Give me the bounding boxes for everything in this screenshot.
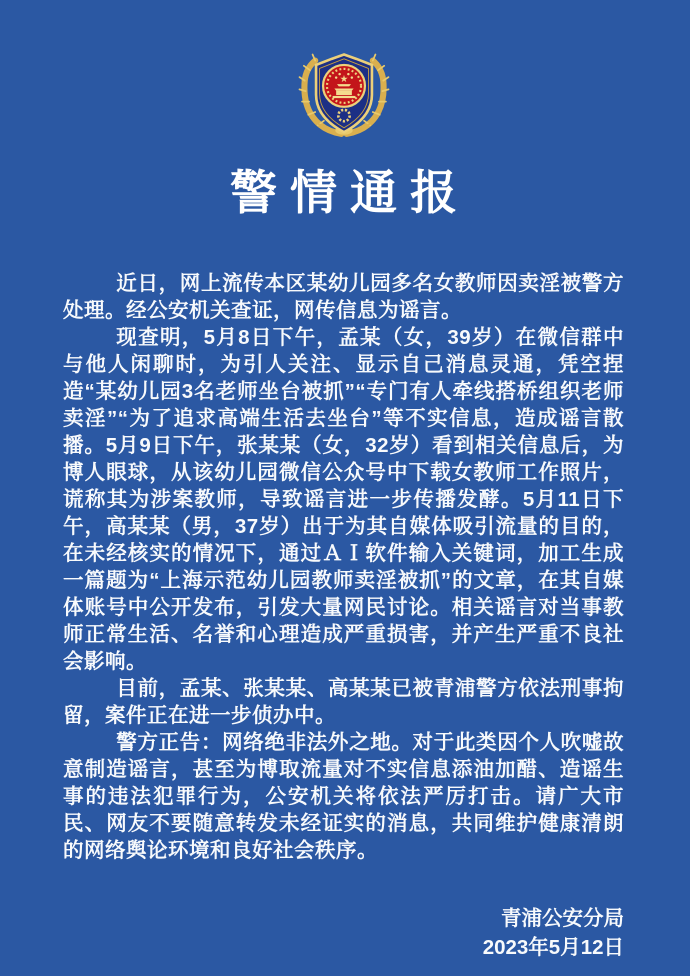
notice-paragraph: 警方正告：网络绝非法外之地。对于此类因个人吹嘘故意制造谣言，甚至为博取流量对不实信息添油加醋、造谣生事的违法犯罪行为，公安机关将依法严厉打击。请广大市民、网友不要随意转发未经证实的消息，共同维护健康清朗的网络舆论环境和良好社会秩序。 [63, 731, 624, 862]
signature-date: 2023年5月12日 [482, 936, 624, 959]
notice-body [63, 270, 624, 864]
notice-paragraph: 近日，网上流传本区某幼儿园多名女教师因卖淫被警方处理。经公安机关查证，网传信息为谣言。 [63, 272, 624, 322]
police-badge-icon [291, 44, 397, 140]
notice-title: 警情通报 [230, 166, 470, 219]
notice-paragraph: 目前，孟某、张某某、高某某已被青浦警方依法刑事拘留，案件正在进一步侦办中。 [63, 677, 624, 727]
notice-paragraph: 现查明，5月8日下午，孟某（女，39岁）在微信群中与他人闲聊时，为引人关注、显示自己消息灵通，凭空捏造“某幼儿园3名老师坐台被抓”“专门有人牵线搭桥组织老师卖淫”“为了追求高端生活去坐台”等不实信息，造成谣言散播。5月9日下午，张某某（女，32岁）看到相关信息后，为博人眼球，从该幼儿园微信公众号中下载女教师工作照片，谎称其为涉案教师，导致谣言进一步传播发酵。5月11日下午，高某某（男，37岁）出于为其自媒体吸引流量的目的，在未经核实的情况下，通过ＡＩ软件输入关键词，加工生成一篇题为“上海示范幼儿园教师卖淫被抓”的文章，在其自媒体账号中公开发布，引发大量网民讨论。相关谣言对当事教师正常生活、名誉和心理造成严重损害，并产生严重不良社会影响。 [63, 326, 624, 673]
notice-signature [63, 904, 624, 962]
signature-agency: 青浦公安分局 [501, 907, 624, 930]
